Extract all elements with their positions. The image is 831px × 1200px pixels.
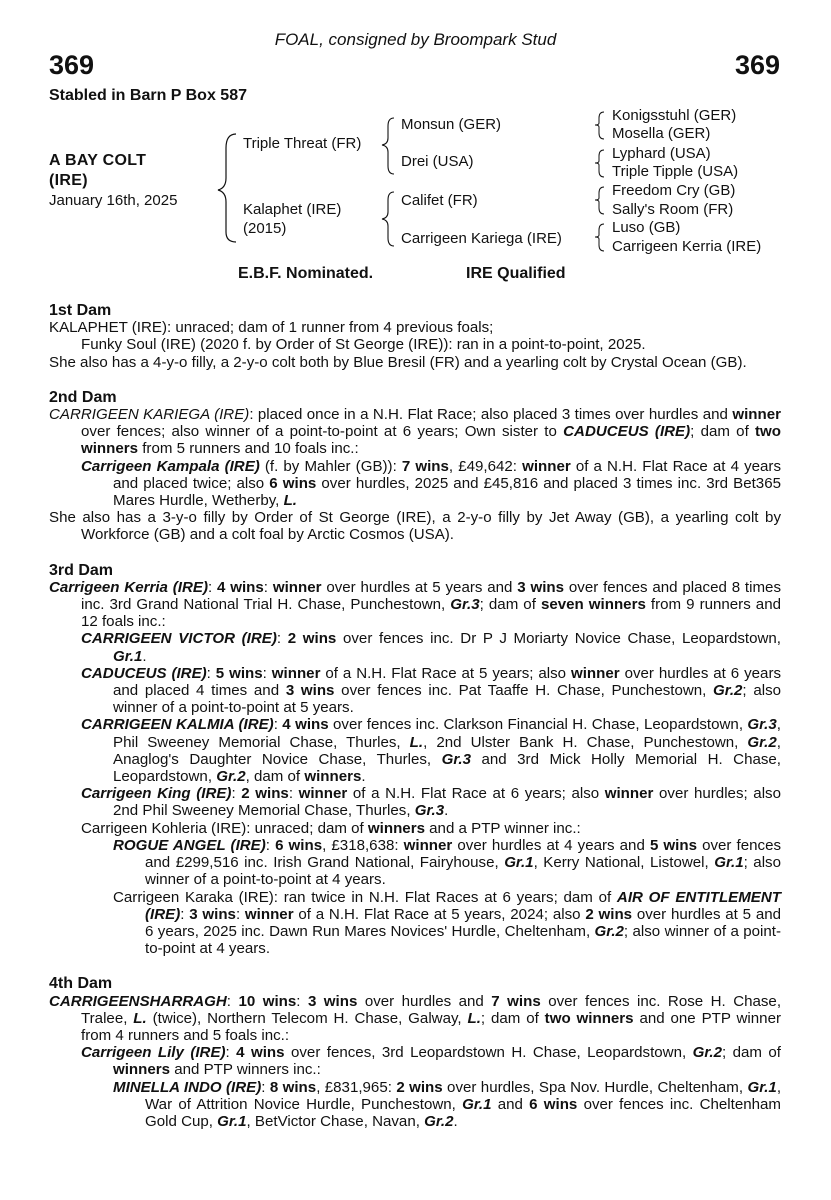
dam: Kalaphet (IRE) [243, 201, 342, 218]
dam4-grandproduce-minella-indo: MINELLA INDO (IRE): 8 wins, £831,965: 2 wins over hurdles, Spa Nov. Hurdle, Cheltenham, Gr.1, War of Attrition Novice Hurdle, Punchestown, Gr.1 and 6 wins over fences inc. Cheltenham Gold Cup, Gr.1, BetVictor Chase, Navan, Gr.2. [113, 1078, 782, 1130]
lot-number-left: 369 [49, 50, 95, 80]
dam2-summary: CARRIGEEN KARIEGA (IRE): placed once in a N.H. Flat Race; also placed 3 times over hurdles and winner over fences; also winner of a point-to-point at 6 years; Own sister to CADUCEUS (IRE); dam of two winners from 5 runners and 10 foals inc.: [49, 406, 781, 458]
horse-dob: January 16th, 2025 [49, 192, 178, 209]
section-1st-dam: 1st Dam [49, 302, 112, 319]
dam3-produce-caduceus: CADUCEUS (IRE): 5 wins: winner of a N.H. Flat Race at 5 years; also winner over hurdles at 6 years and placed 4 times and 3 wins over fences inc. Pat Taaffe H. Chase, Punchestown, Gr.2; also winner of a point-to-point at 5 years. [81, 664, 782, 717]
pedigree-brace-dam [378, 184, 398, 252]
dam3-produce-kohleria: Carrigeen Kohleria (IRE): unraced; dam of winners and a PTP winner inc.: [81, 819, 581, 837]
dam3-produce-king: Carrigeen King (IRE): 2 wins: winner of a N.H. Flat Race at 6 years; also winner over hurdles; also 2nd Phil Sweeney Memorial Chase, Thurles, Gr.3. [81, 785, 781, 820]
ggrand-7: Luso (GB) [612, 219, 681, 236]
dam2-name: CARRIGEEN KARIEGA (IRE) [49, 406, 250, 424]
catalogue-body [49, 302, 781, 1130]
pedigree-brace-g3 [590, 181, 608, 219]
pedigree-brace-g1 [590, 106, 608, 144]
section-3rd-dam: 3rd Dam [49, 561, 114, 579]
horse-country: (IRE) [49, 172, 88, 189]
dam4-produce-lily: Carrigeen Lily (IRE): 4 wins over fences, 3rd Leopardstown H. Chase, Leopardstown, Gr.2; dam of winners and PTP winners inc.: [81, 1044, 781, 1079]
dam-year: (2015) [243, 220, 287, 237]
ggrand-1: Konigsstuhl (GER) [612, 107, 737, 124]
section-4th-dam: 4th Dam [49, 975, 113, 993]
ire-qualified: IRE Qualified [466, 265, 566, 282]
pedigree-brace-g2 [590, 144, 608, 182]
consignor-line: FOAL, consigned by Broompark Stud [274, 30, 557, 49]
ebf-nominated: E.B.F. Nominated. [238, 265, 374, 282]
ggrand-6: Sally's Room (FR) [612, 201, 734, 218]
ggrand-4: Triple Tipple (USA) [612, 163, 739, 180]
dam2-produce-kampala: Carrigeen Kampala (IRE) (f. by Mahler (GB)): 7 wins, £49,642: winner of a N.H. Flat Race at 4 years and placed twice; also 6 wins over hurdles, 2025 and £45,816 and placed 3 times inc. 3rd Bet365 Mares Hurdle, Wetherby, L. [81, 457, 781, 510]
section-2nd-dam: 2nd Dam [49, 388, 117, 406]
dam1-also: She also has a 4-y-o filly, a 2-y-o colt both by Blue Bresil (FR) and a yearling colt by Crystal Ocean (GB). [49, 353, 747, 371]
sire-dam: Drei (USA) [401, 153, 474, 170]
ggrand-8: Carrigeen Kerria (IRE) [612, 238, 762, 255]
dam3-grandproduce-karaka: Carrigeen Karaka (IRE): ran twice in N.H. Flat Races at 6 years; dam of AIR OF ENTITLEMENT (IRE): 3 wins: winner of a N.H. Flat Race at 5 years, 2024; also 2 wins over hurdles at 5 and 6 years, 2025 inc. Dawn Run Mares Novices' Hurdle, Cheltenham, Gr.2; also winner of a point-to-point at 4 years. [113, 888, 782, 958]
horse-name: A BAY COLT [49, 152, 147, 169]
lot-number-right: 369 [734, 50, 780, 80]
pedigree-brace-main [214, 128, 240, 246]
ggrand-3: Lyphard (USA) [612, 145, 711, 162]
dam3-produce-victor: CARRIGEEN VICTOR (IRE): 2 wins over fences inc. Dr P J Moriarty Novice Chase, Leopardstown, Gr.1. [81, 630, 782, 665]
dam4-summary: CARRIGEENSHARRAGH: 10 wins: 3 wins over hurdles and 7 wins over fences inc. Rose H. Chase, Tralee, L. (twice), Northern Telecom H. Chase, Galway, L.; dam of two winners and one PTP winner from 4 runners and 5 foals inc.: [49, 992, 782, 1044]
pedigree-brace-sire [378, 110, 398, 180]
dam2-also: She also has a 3-y-o filly by Order of St George (IRE), a 2-y-o filly by Jet Away (GB), a yearling colt by Workforce (GB) and a colt foal by Arctic Cosmos (USA). [49, 509, 781, 544]
sire-sire: Monsun (GER) [401, 116, 502, 133]
pedigree-brace-g4 [590, 218, 608, 256]
ggrand-2: Mosella (GER) [612, 125, 711, 142]
stabled-location: Stabled in Barn P Box 587 [49, 87, 247, 104]
sire: Triple Threat (FR) [243, 135, 362, 152]
dam1-summary: KALAPHET (IRE): unraced; dam of 1 runner from 4 previous foals; [49, 319, 494, 337]
dam3-grandproduce-rogue-angel: ROGUE ANGEL (IRE): 6 wins, £318,638: winner over hurdles at 4 years and 5 wins over fences and £299,516 inc. Irish Grand National, Fairyhouse, Gr.1, Kerry National, Listowel, Gr.1; also winner of a point-to-point at 4 years. [113, 836, 782, 889]
ggrand-5: Freedom Cry (GB) [612, 182, 736, 199]
dam-sire: Califet (FR) [401, 192, 478, 209]
dam1-produce: Funky Soul (IRE) (2020 f. by Order of St George (IRE)): ran in a point-to-point, 2025. [81, 336, 646, 354]
dam3-summary: Carrigeen Kerria (IRE): 4 wins: winner over hurdles at 5 years and 3 wins over fences and placed 8 times inc. 3rd Grand National Trial H. Chase, Punchestown, Gr.3; dam of seven winners from 9 runners and 12 foals inc.: [49, 578, 781, 631]
dam-dam: Carrigeen Kariega (IRE) [401, 230, 562, 247]
dam3-produce-kalmia: CARRIGEEN KALMIA (IRE): 4 wins over fences inc. Clarkson Financial H. Chase, Leopardstown, Gr.3, Phil Sweeney Memorial Chase, Thurles, L., 2nd Ulster Bank H. Chase, Punchestown, Gr.2, Anaglog's Daughter Novice Chase, Thurles, Gr.3 and 3rd Mick Holly Memorial H. Chase, Leopardstown, Gr.2, dam of winners. [81, 716, 782, 786]
